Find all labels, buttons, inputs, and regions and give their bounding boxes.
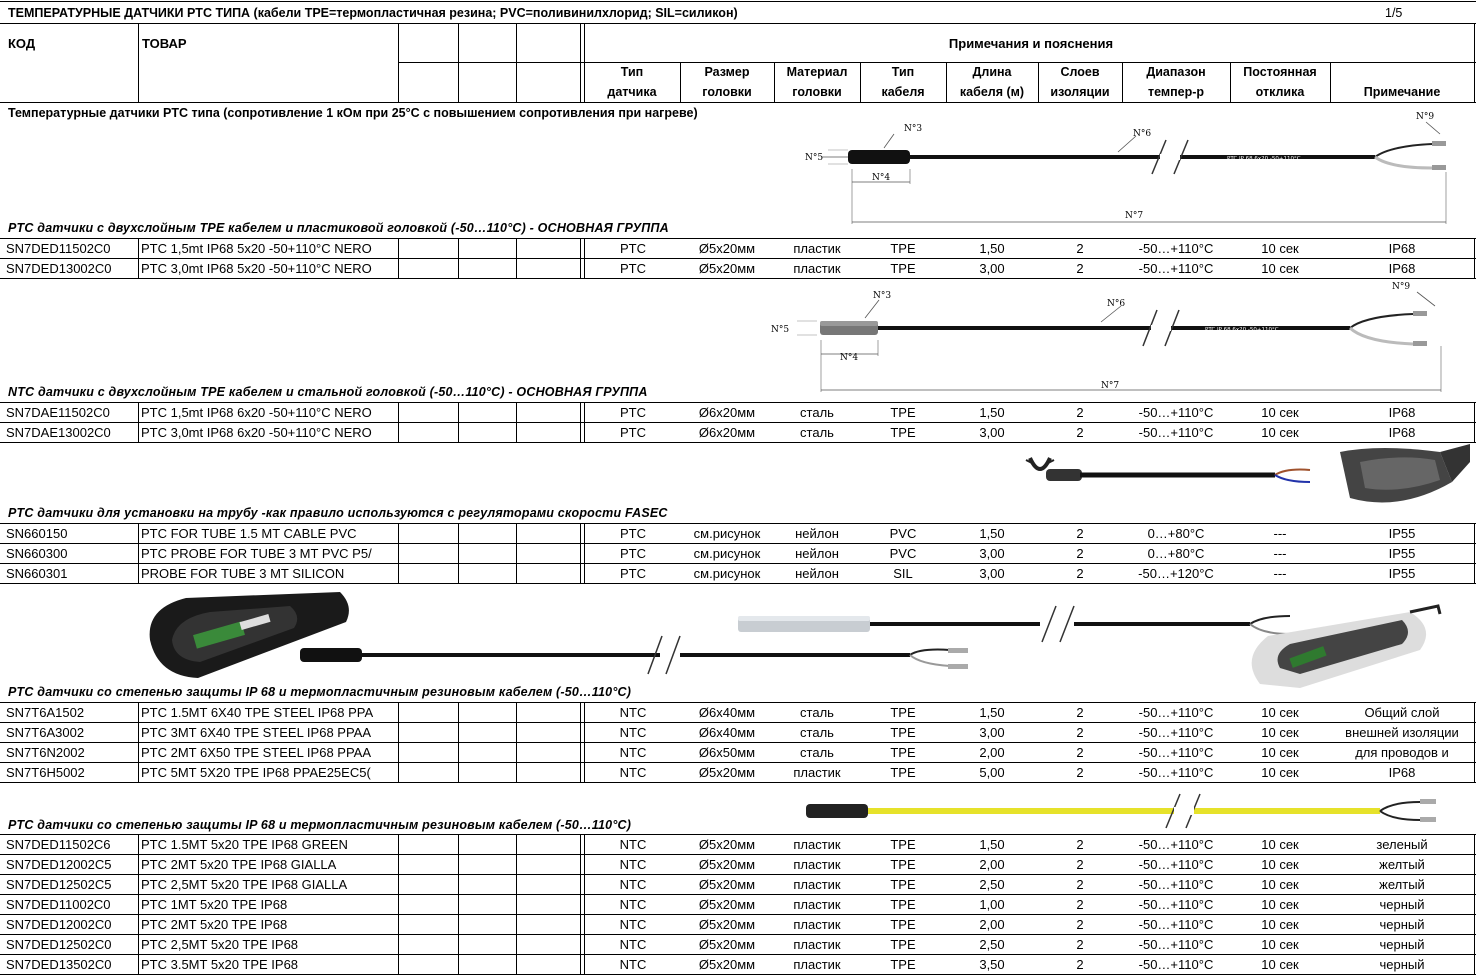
spec-cell: -50…+110°С: [1138, 261, 1214, 276]
spec-cell: Ø5x20мм: [698, 957, 756, 972]
spec-cell: Ø5x20мм: [698, 877, 756, 892]
spec-cell: 10 сек: [1261, 765, 1299, 780]
product-name-cell: PTC 2,5MT 5x20 TPE IP68: [141, 937, 299, 952]
label-n5-b: N°5: [771, 325, 790, 335]
section-heading: PTC датчики со степенью защиты IP 68 и термопластичным резиновым кабелем (-50…110°С): [8, 818, 632, 832]
product-code-cell: SN7T6A1502: [6, 705, 85, 720]
label-n4-b: N°4: [840, 353, 859, 363]
spec-cell: TPE: [890, 745, 916, 760]
spec-cell: 10 сек: [1261, 837, 1299, 852]
section-heading: NTC датчики с двухслойным TPE кабелем и стальной головкой (-50…110°С) - ОСНОВНАЯ ГРУППА: [8, 385, 648, 399]
header-column-4-line-2: кабеля: [881, 85, 925, 99]
header-notes: Примечания и пояснения: [948, 36, 1114, 51]
spec-cell: -50…+110°С: [1138, 405, 1214, 420]
product-code-cell: SN7DED13502C0: [6, 957, 112, 972]
table-row: [0, 423, 1476, 443]
spec-cell: Ø5x20мм: [698, 857, 756, 872]
spec-cell: Ø5x20мм: [698, 765, 756, 780]
spec-cell: 0…+80°С: [1147, 546, 1205, 561]
spec-cell: 2,50: [979, 877, 1005, 892]
spec-cell: сталь: [800, 425, 834, 440]
spec-cell: NTC: [619, 877, 647, 892]
spec-cell: NTC: [619, 745, 647, 760]
probe-diagram-plastic-head: [790, 112, 1470, 224]
spec-cell: 10 сек: [1261, 405, 1299, 420]
spec-cell: 2,00: [979, 917, 1005, 932]
spec-cell: -50…+110°С: [1138, 725, 1214, 740]
product-name-cell: PTC 3MT 6X40 TPE STEEL IP68 PPAA: [141, 725, 372, 740]
spec-cell: 10 сек: [1261, 877, 1299, 892]
spec-cell: 3,00: [979, 566, 1005, 581]
spec-cell: внешней изоляции: [1345, 725, 1459, 740]
probe-diagram-steel-head: [765, 280, 1470, 392]
label-n7-b: N°7: [1101, 381, 1120, 391]
spec-cell: IP68: [1388, 405, 1416, 420]
spec-cell: Ø6x40мм: [698, 725, 756, 740]
product-name-cell: PTC 1,5mt IP68 5x20 -50+110°C NERO: [141, 241, 372, 256]
product-name-cell: PTC 5MT 5X20 TPE IP68 PPAE25EC5(: [141, 765, 371, 780]
header-column-5-line-2: кабеля (м): [959, 85, 1025, 99]
label-n9: N°9: [1416, 112, 1435, 122]
product-code-cell: SN7DED12502C0: [6, 937, 112, 952]
spec-cell: 2: [1076, 566, 1084, 581]
spec-cell: 10 сек: [1261, 857, 1299, 872]
header-column-7-line-2: темпер-р: [1147, 85, 1205, 99]
table-row: [0, 524, 1476, 544]
spec-cell: 2: [1076, 405, 1084, 420]
spec-cell: нейлон: [795, 526, 839, 541]
spec-cell: пластик: [793, 917, 841, 932]
product-code-cell: SN7T6H5002: [6, 765, 85, 780]
spec-cell: 2: [1076, 705, 1084, 720]
header-column-5-line-1: Длина: [972, 65, 1012, 79]
spec-cell: IP68: [1388, 241, 1416, 256]
header-column-6-line-2: изоляции: [1050, 85, 1110, 99]
product-name-cell: PTC 2,5MT 5x20 TPE IP68 GIALLA: [141, 877, 348, 892]
spec-cell: желтый: [1379, 857, 1425, 872]
product-code-cell: SN7DED11502C0: [6, 241, 111, 256]
spec-cell: 2: [1076, 897, 1084, 912]
product-name-cell: PTC 2MT 5x20 TPE IP68: [141, 917, 288, 932]
spec-cell: NTC: [619, 937, 647, 952]
product-name-cell: PROBE FOR TUBE 3 MT SILICON: [141, 566, 345, 581]
spec-cell: PTC: [620, 425, 646, 440]
spec-cell: Ø6x40мм: [698, 705, 756, 720]
spec-cell: -50…+110°С: [1138, 957, 1214, 972]
spec-cell: сталь: [800, 705, 834, 720]
cable-print-label-2: PTC IP 68 6x20 -50+110°C: [1205, 327, 1279, 333]
product-name-cell: PTC 2MT 5x20 TPE IP68 GIALLA: [141, 857, 337, 872]
product-code-cell: SN660301: [6, 566, 68, 581]
spec-cell: пластик: [793, 857, 841, 872]
label-n3: N°3: [904, 124, 923, 134]
header-column-9-line-2: Примечание: [1363, 85, 1441, 99]
spec-cell: 2: [1076, 837, 1084, 852]
table-row: [0, 855, 1476, 875]
spec-cell: -50…+110°С: [1138, 917, 1214, 932]
product-name-cell: PTC 3,0mt IP68 6x20 -50+110°C NERO: [141, 425, 372, 440]
spec-cell: PTC: [620, 526, 646, 541]
header-code: КОД: [8, 36, 36, 51]
spec-cell: PTC: [620, 546, 646, 561]
product-code-cell: SN7T6N2002: [6, 745, 85, 760]
spec-cell: ---: [1273, 546, 1287, 561]
spec-cell: Ø6x50мм: [698, 745, 756, 760]
spec-cell: 3,00: [979, 261, 1005, 276]
spec-cell: NTC: [619, 857, 647, 872]
spec-cell: 10 сек: [1261, 725, 1299, 740]
spec-cell: 2,00: [979, 745, 1005, 760]
spec-cell: 2: [1076, 241, 1084, 256]
spec-cell: -50…+110°С: [1138, 877, 1214, 892]
spec-cell: PTC: [620, 566, 646, 581]
product-name-cell: PTC FOR TUBE 1.5 MT CABLE PVC: [141, 526, 357, 541]
spec-cell: NTC: [619, 917, 647, 932]
product-code-cell: SN7T6A3002: [6, 725, 85, 740]
header-column-3-line-2: головки: [792, 85, 842, 99]
spec-cell: нейлон: [795, 546, 839, 561]
label-n4: N°4: [872, 173, 891, 183]
spec-cell: черный: [1379, 917, 1425, 932]
table-row: [0, 564, 1476, 584]
product-code-cell: SN7DED13002C0: [6, 261, 112, 276]
spec-cell: IP68: [1388, 765, 1416, 780]
spec-cell: для проводов и: [1355, 745, 1449, 760]
spec-cell: -50…+110°С: [1138, 897, 1214, 912]
header-product: ТОВАР: [142, 36, 187, 51]
spec-cell: Ø5x20мм: [698, 241, 756, 256]
label-n3-b: N°3: [873, 291, 892, 301]
section-heading: PTC датчики с двухслойным TPE кабелем и пластиковой головкой (-50…110°С) - ОСНОВНАЯ ГРУППА: [8, 221, 669, 235]
spec-cell: сталь: [800, 725, 834, 740]
spec-cell: Ø5x20мм: [698, 837, 756, 852]
table-row: [0, 723, 1476, 743]
spec-cell: пластик: [793, 765, 841, 780]
spec-cell: ---: [1273, 566, 1287, 581]
spec-cell: 3,00: [979, 546, 1005, 561]
product-code-cell: SN7DED12502C5: [6, 877, 112, 892]
product-name-cell: PTC 2MT 6X50 TPE STEEL IP68 PPAA: [141, 745, 372, 760]
spec-cell: IP55: [1388, 546, 1416, 561]
spec-cell: PVC: [889, 526, 917, 541]
spec-cell: PTC: [620, 405, 646, 420]
spec-cell: Ø6x20мм: [698, 405, 756, 420]
spec-cell: 2: [1076, 546, 1084, 561]
spec-cell: 0…+80°С: [1147, 526, 1205, 541]
product-name-cell: PTC 3.5MT 5x20 TPE IP68: [141, 957, 299, 972]
spec-cell: Общий слой: [1364, 705, 1440, 720]
spec-cell: зеленый: [1376, 837, 1428, 852]
header-column-3-line-1: Материал: [786, 65, 848, 79]
product-code-cell: SN7DAE11502C0: [6, 405, 110, 420]
page-number: 1/5: [1385, 6, 1403, 20]
spec-cell: TPE: [890, 897, 916, 912]
spec-cell: Ø5x20мм: [698, 897, 756, 912]
spec-cell: -50…+110°С: [1138, 765, 1214, 780]
spec-cell: 10 сек: [1261, 897, 1299, 912]
spec-cell: пластик: [793, 261, 841, 276]
product-name-cell: PTC 3,0mt IP68 5x20 -50+110°C NERO: [141, 261, 372, 276]
spec-cell: SIL: [893, 566, 913, 581]
product-code-cell: SN660300: [6, 546, 68, 561]
spec-cell: 2: [1076, 917, 1084, 932]
spec-cell: 2: [1076, 745, 1084, 760]
section-heading: PTC датчики для установки на трубу -как правило используются с регуляторами скорости FASEC: [8, 506, 668, 520]
spec-cell: IP55: [1388, 526, 1416, 541]
product-code-cell: SN7DAE13002C0: [6, 425, 111, 440]
spec-cell: 2: [1076, 857, 1084, 872]
label-n7: N°7: [1125, 211, 1144, 221]
product-code-cell: SN7DED12002C5: [6, 857, 112, 872]
spec-cell: TPE: [890, 241, 916, 256]
header-column-8-line-1: Постоянная: [1243, 65, 1317, 79]
spec-cell: IP68: [1388, 425, 1416, 440]
header-column-4-line-1: Тип: [891, 65, 915, 79]
table-row: [0, 743, 1476, 763]
spec-cell: 3,00: [979, 725, 1005, 740]
spec-cell: 10 сек: [1261, 917, 1299, 932]
spec-cell: 1,50: [979, 241, 1005, 256]
spec-cell: NTC: [619, 765, 647, 780]
spec-cell: см.рисунок: [693, 566, 761, 581]
table-row: [0, 544, 1476, 564]
spec-cell: NTC: [619, 897, 647, 912]
spec-cell: 2: [1076, 526, 1084, 541]
spec-cell: IP55: [1388, 566, 1416, 581]
spec-cell: ---: [1273, 526, 1287, 541]
header-column-1-line-1: Тип: [620, 65, 644, 79]
label-n6-b: N°6: [1107, 299, 1126, 309]
spec-cell: 10 сек: [1261, 241, 1299, 256]
spec-cell: TPE: [890, 857, 916, 872]
spec-cell: TPE: [890, 261, 916, 276]
spec-cell: -50…+110°С: [1138, 837, 1214, 852]
spec-cell: TPE: [890, 765, 916, 780]
header-column-6-line-1: Слоев: [1060, 65, 1100, 79]
header-column-7-line-1: Диапазон: [1146, 65, 1206, 79]
spec-cell: см.рисунок: [693, 546, 761, 561]
spec-cell: -50…+110°С: [1138, 241, 1214, 256]
table-row: [0, 403, 1476, 423]
spec-cell: PVC: [889, 546, 917, 561]
spec-cell: -50…+110°С: [1138, 857, 1214, 872]
table-row: [0, 915, 1476, 935]
table-row: [0, 875, 1476, 895]
spec-cell: пластик: [793, 957, 841, 972]
spec-cell: NTC: [619, 705, 647, 720]
spec-cell: TPE: [890, 425, 916, 440]
label-n9-b: N°9: [1392, 282, 1411, 292]
spec-cell: Ø5x20мм: [698, 261, 756, 276]
spec-cell: 1,50: [979, 405, 1005, 420]
spec-cell: TPE: [890, 957, 916, 972]
spec-cell: TPE: [890, 877, 916, 892]
product-code-cell: SN660150: [6, 526, 68, 541]
table-row: [0, 955, 1476, 975]
spec-cell: 2,50: [979, 937, 1005, 952]
spec-cell: -50…+110°С: [1138, 705, 1214, 720]
spec-cell: 2: [1076, 957, 1084, 972]
spec-cell: 2: [1076, 261, 1084, 276]
spec-cell: пластик: [793, 937, 841, 952]
table-row: [0, 259, 1476, 279]
product-name-cell: PTC 1MT 5x20 TPE IP68: [141, 897, 288, 912]
spec-cell: -50…+120°С: [1138, 566, 1214, 581]
product-code-cell: SN7DED11002C0: [6, 897, 111, 912]
table-row: [0, 703, 1476, 723]
spec-cell: -50…+110°С: [1138, 937, 1214, 952]
label-n6: N°6: [1133, 129, 1152, 139]
spec-cell: TPE: [890, 705, 916, 720]
spec-cell: 10 сек: [1261, 937, 1299, 952]
spec-cell: пластик: [793, 877, 841, 892]
spec-cell: желтый: [1379, 877, 1425, 892]
spec-cell: NTC: [619, 725, 647, 740]
product-name-cell: PTC 1,5mt IP68 6x20 -50+110°C NERO: [141, 405, 372, 420]
spec-cell: 2,00: [979, 857, 1005, 872]
spec-cell: 2: [1076, 877, 1084, 892]
ip68-sensor-picture: [140, 588, 1450, 688]
product-name-cell: PTC 1.5MT 6X40 TPE STEEL IP68 PPA: [141, 705, 374, 720]
spec-cell: 2: [1076, 937, 1084, 952]
spec-cell: 1,50: [979, 705, 1005, 720]
spec-cell: Ø6x20мм: [698, 425, 756, 440]
label-n5: N°5: [805, 153, 824, 163]
tube-sensor-picture: [1020, 442, 1470, 512]
spec-cell: PTC: [620, 261, 646, 276]
spec-cell: см.рисунок: [693, 526, 761, 541]
spec-cell: 3,50: [979, 957, 1005, 972]
cable-print-label: PTC IP 68 6x20 -50+110°C: [1227, 156, 1301, 162]
table-row: [0, 935, 1476, 955]
page-title: ТЕМПЕРАТУРНЫЕ ДАТЧИКИ PTC ТИПА (кабели TPE=термопластичная резина; PVC=поливинилхлорид; SIL=силикон): [8, 6, 738, 20]
product-name-cell: PTC PROBE FOR TUBE 3 MT PVC P5/: [141, 546, 372, 561]
spec-cell: TPE: [890, 405, 916, 420]
spec-cell: 1,00: [979, 897, 1005, 912]
spec-cell: 2: [1076, 425, 1084, 440]
table-row: [0, 895, 1476, 915]
header-column-1-line-2: датчика: [607, 85, 657, 99]
spec-cell: пластик: [793, 837, 841, 852]
spec-cell: Ø5x20мм: [698, 917, 756, 932]
table-row: [0, 835, 1476, 855]
product-code-cell: SN7DED11502C6: [6, 837, 111, 852]
header-column-2-line-1: Размер: [704, 65, 750, 79]
spec-cell: 10 сек: [1261, 705, 1299, 720]
spec-cell: Ø5x20мм: [698, 937, 756, 952]
spec-cell: 10 сек: [1261, 957, 1299, 972]
spec-cell: NTC: [619, 837, 647, 852]
spec-cell: 2: [1076, 725, 1084, 740]
spec-cell: 10 сек: [1261, 261, 1299, 276]
spec-cell: 3,00: [979, 425, 1005, 440]
table-row: [0, 763, 1476, 783]
spec-cell: сталь: [800, 745, 834, 760]
spec-cell: 1,50: [979, 837, 1005, 852]
spec-cell: TPE: [890, 917, 916, 932]
spec-cell: пластик: [793, 897, 841, 912]
spec-cell: IP68: [1388, 261, 1416, 276]
section-heading: PTC датчики со степенью защиты IP 68 и термопластичным резиновым кабелем (-50…110°С): [8, 685, 632, 699]
spec-cell: 10 сек: [1261, 745, 1299, 760]
product-code-cell: SN7DED12002C0: [6, 917, 112, 932]
spec-cell: 5,00: [979, 765, 1005, 780]
spec-cell: 2: [1076, 765, 1084, 780]
spec-cell: TPE: [890, 937, 916, 952]
spec-cell: -50…+110°С: [1138, 745, 1214, 760]
spec-cell: пластик: [793, 241, 841, 256]
spec-cell: PTC: [620, 241, 646, 256]
spec-cell: 1,50: [979, 526, 1005, 541]
spec-cell: TPE: [890, 725, 916, 740]
spec-cell: черный: [1379, 937, 1425, 952]
yellow-cable-probe-picture: [800, 792, 1460, 832]
table-row: [0, 239, 1476, 259]
product-name-cell: PTC 1.5MT 5x20 TPE IP68 GREEN: [141, 837, 348, 852]
spec-cell: черный: [1379, 957, 1425, 972]
spec-cell: черный: [1379, 897, 1425, 912]
header-column-8-line-2: отклика: [1255, 85, 1305, 99]
header-column-2-line-2: головки: [702, 85, 752, 99]
spec-cell: сталь: [800, 405, 834, 420]
spec-cell: TPE: [890, 837, 916, 852]
spec-cell: -50…+110°С: [1138, 425, 1214, 440]
spec-cell: нейлон: [795, 566, 839, 581]
spec-cell: NTC: [619, 957, 647, 972]
spec-cell: 10 сек: [1261, 425, 1299, 440]
intro-text: Температурные датчики PTC типа (сопротивление 1 кОм при 25°С с повышением сопротивления при нагреве): [8, 106, 698, 120]
